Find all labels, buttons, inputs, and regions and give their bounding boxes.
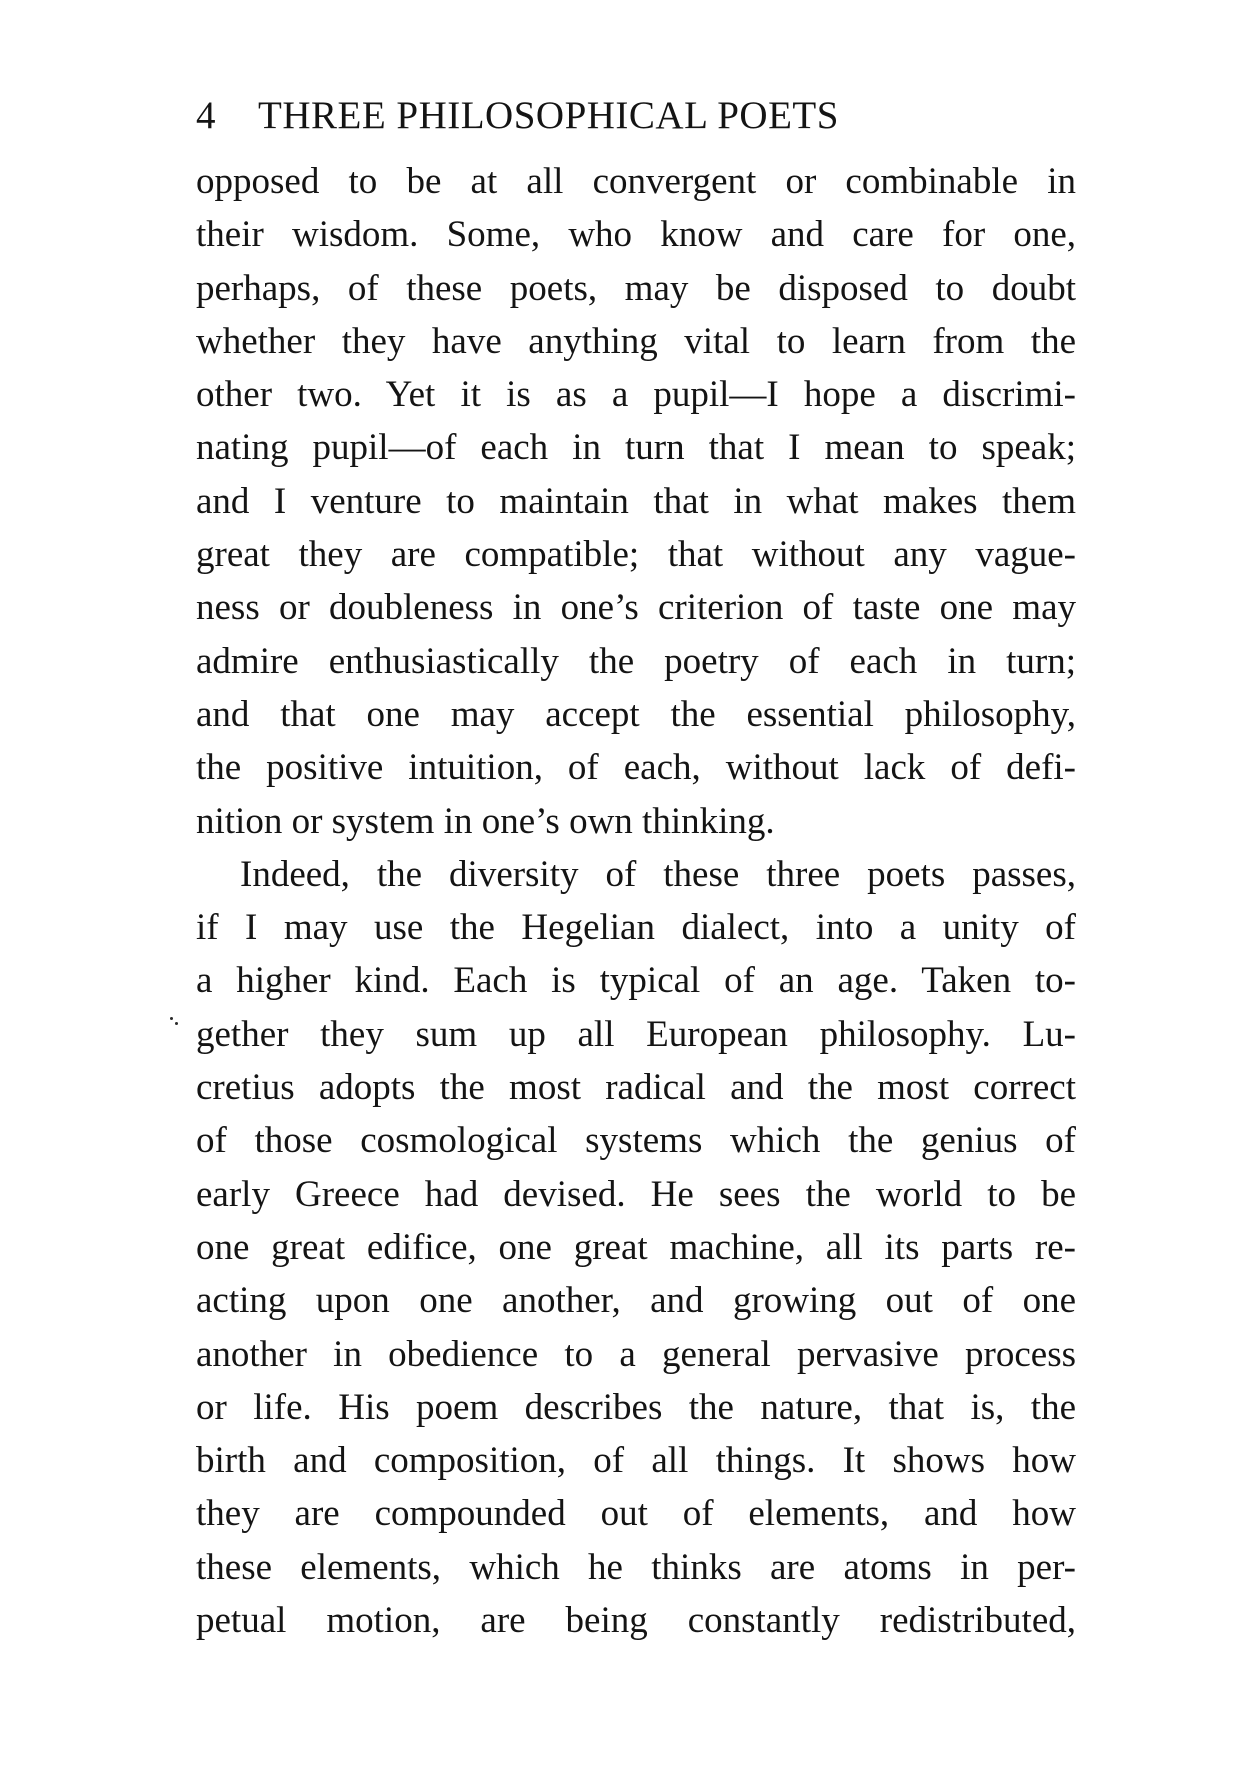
text-line: if I may use the Hegelian dialect, into a unity of <box>196 907 1076 949</box>
text-line: petual motion, are being constantly redistributed, <box>196 1600 1076 1642</box>
text-line: admire enthusiastically the poetry of each in turn; <box>196 640 1076 682</box>
text-line: one great edifice, one great machine, all its parts re- <box>196 1226 1076 1268</box>
text-line: and that one may accept the essential philosophy, <box>196 693 1076 735</box>
text-line: great they are compatible; that without any vague- <box>196 534 1076 576</box>
stray-ink-mark <box>170 1017 182 1027</box>
page-number: 4 <box>196 94 216 137</box>
paragraph-2 <box>196 848 1076 1647</box>
text-line: birth and composition, of all things. It shows how <box>196 1440 1076 1482</box>
text-line: their wisdom. Some, who know and care for one, <box>196 214 1076 256</box>
text-line: of those cosmological systems which the genius of <box>196 1120 1076 1162</box>
text-line: the positive intuition, of each, without lack of defi- <box>196 747 1076 789</box>
text-line: they are compounded out of elements, and how <box>196 1493 1076 1535</box>
text-line: and I venture to maintain that in what makes them <box>196 480 1076 522</box>
text-line: nating pupil—of each in turn that I mean to speak; <box>196 427 1076 469</box>
text-line: opposed to be at all convergent or combinable in <box>196 161 1076 202</box>
text-line: ness or doubleness in one’s criterion of taste one may <box>196 587 1076 629</box>
text-line: or life. His poem describes the nature, that is, the <box>196 1386 1076 1428</box>
paragraph-1 <box>196 155 1076 848</box>
text-line: cretius adopts the most radical and the most correct <box>196 1067 1076 1109</box>
text-line: a higher kind. Each is typical of an age. Taken to- <box>196 960 1076 1002</box>
text-line: these elements, which he thinks are atoms in per- <box>196 1546 1076 1588</box>
text-line: other two. Yet it is as a pupil—I hope a discrimi- <box>196 374 1076 416</box>
running-title: THREE PHILOSOPHICAL POETS <box>258 94 839 137</box>
text-line: perhaps, of these poets, may be disposed to doubt <box>196 267 1076 309</box>
text-line: gether they sum up all European philosophy. Lu- <box>196 1013 1076 1055</box>
body-text <box>196 155 1076 1647</box>
text-line: early Greece had devised. He sees the world to be <box>196 1173 1076 1215</box>
text-line: nition or system in one’s own thinking. <box>196 800 775 842</box>
text-line: whether they have anything vital to learn from the <box>196 320 1076 362</box>
text-line: another in obedience to a general pervasive process <box>196 1333 1076 1375</box>
running-head <box>196 92 1076 140</box>
text-line: acting upon one another, and growing out of one <box>196 1280 1076 1322</box>
text-line: Indeed, the diversity of these three poets passes, <box>240 853 1076 895</box>
